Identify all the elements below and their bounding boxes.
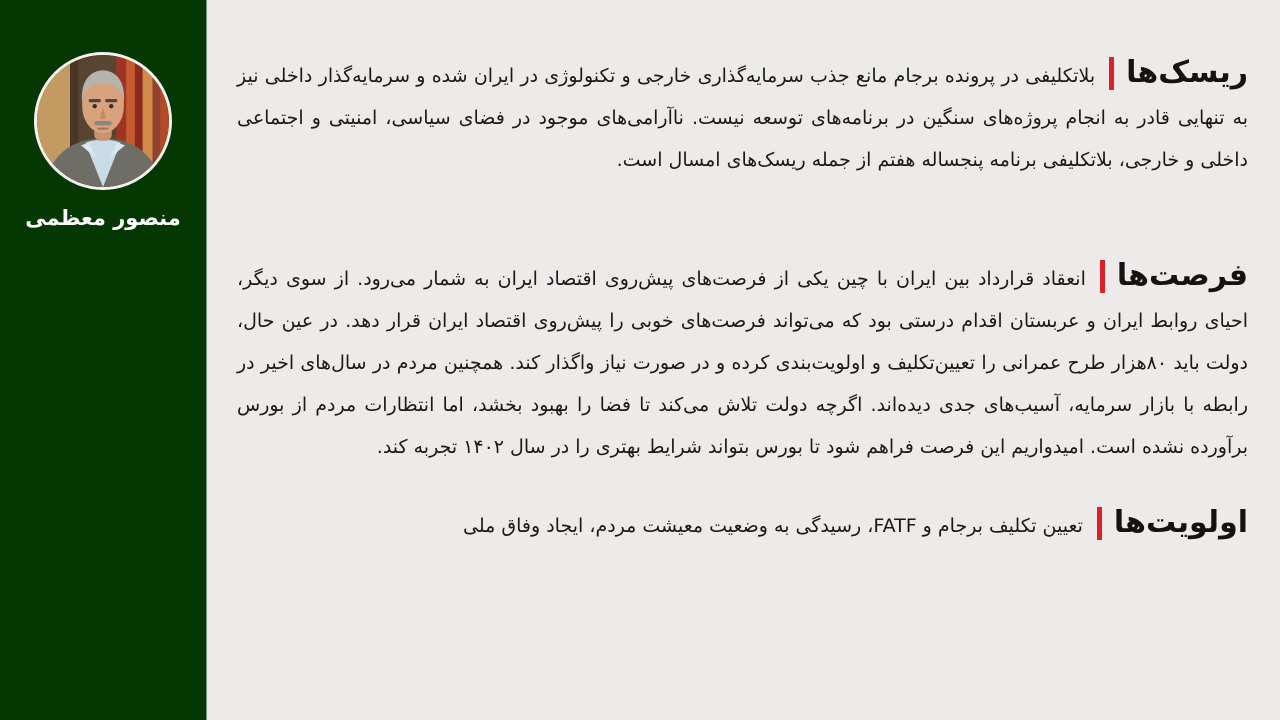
section-risks (237, 52, 1248, 181)
section-opportunities (237, 255, 1248, 468)
opportunities-body-text: انعقاد قرارداد بین ایران با چین یکی از فرصت‌های پیش‌روی اقتصاد ایران به شمار می‌رود. از سوی دیگر، احیای روابط ایران و عربستان اقدام درستی بود که می‌تواند فرصت‌های خوبی را پیش‌روی اقتصاد ایران قرار دهد. در عین حال، دولت باید ۸۰هزار طرح عمرانی را تعیین‌تکلیف و اولویت‌بندی کرده و در صورت نیاز واگذار کند. همچنین مردم در سال‌های اخیر در رابطه با بازار سرمایه، آسیب‌های جدی دیده‌اند. اگرچه دولت تلاش می‌کند تا فضا را بهبود بخشد، اما انتظارات مردم از بورس برآورده نشده است. امیدواریم این فرصت فراهم شود تا بورس بتواند شرایط بهتری را در سال ۱۴۰۲ تجربه کند. (237, 268, 1249, 458)
section-priorities (237, 502, 1248, 547)
person-name: منصور معظمی (25, 206, 181, 230)
opportunities-heading: فرصت‌ها (1116, 258, 1248, 293)
risks-paragraph (237, 52, 1248, 181)
red-divider-bar (1100, 260, 1105, 293)
red-divider-bar (1097, 507, 1102, 540)
main-content (207, 0, 1280, 720)
risks-body-text: بلاتکلیفی در پرونده برجام مانع جذب سرمایه‌گذاری خارجی و تکنولوژی در ایران شده و سرمایه‌گذار داخلی نیز به تنهایی قادر به انجام پروژه‌های سنگین در برنامه‌های توسعه نیست. ناآرامی‌های موجود در فضای سیاسی، امنیتی و اجتماعی داخلی و خارجی، بلاتکلیفی برنامه پنجساله هفتم از جمله ریسک‌های امسال است. (237, 65, 1248, 171)
risks-heading: ریسک‌ها (1126, 55, 1248, 90)
priorities-paragraph (237, 502, 1248, 547)
priorities-heading: اولویت‌ها (1113, 505, 1248, 540)
portrait-illustration (37, 55, 169, 187)
red-divider-bar (1109, 57, 1114, 90)
opportunities-paragraph (237, 255, 1248, 468)
priorities-body-text: تعیین تکلیف برجام و FATF، رسیدگی به وضعیت معیشت مردم، ایجاد وفاق ملی (463, 515, 1083, 537)
profile-photo (34, 52, 172, 190)
profile-sidebar (0, 0, 207, 720)
